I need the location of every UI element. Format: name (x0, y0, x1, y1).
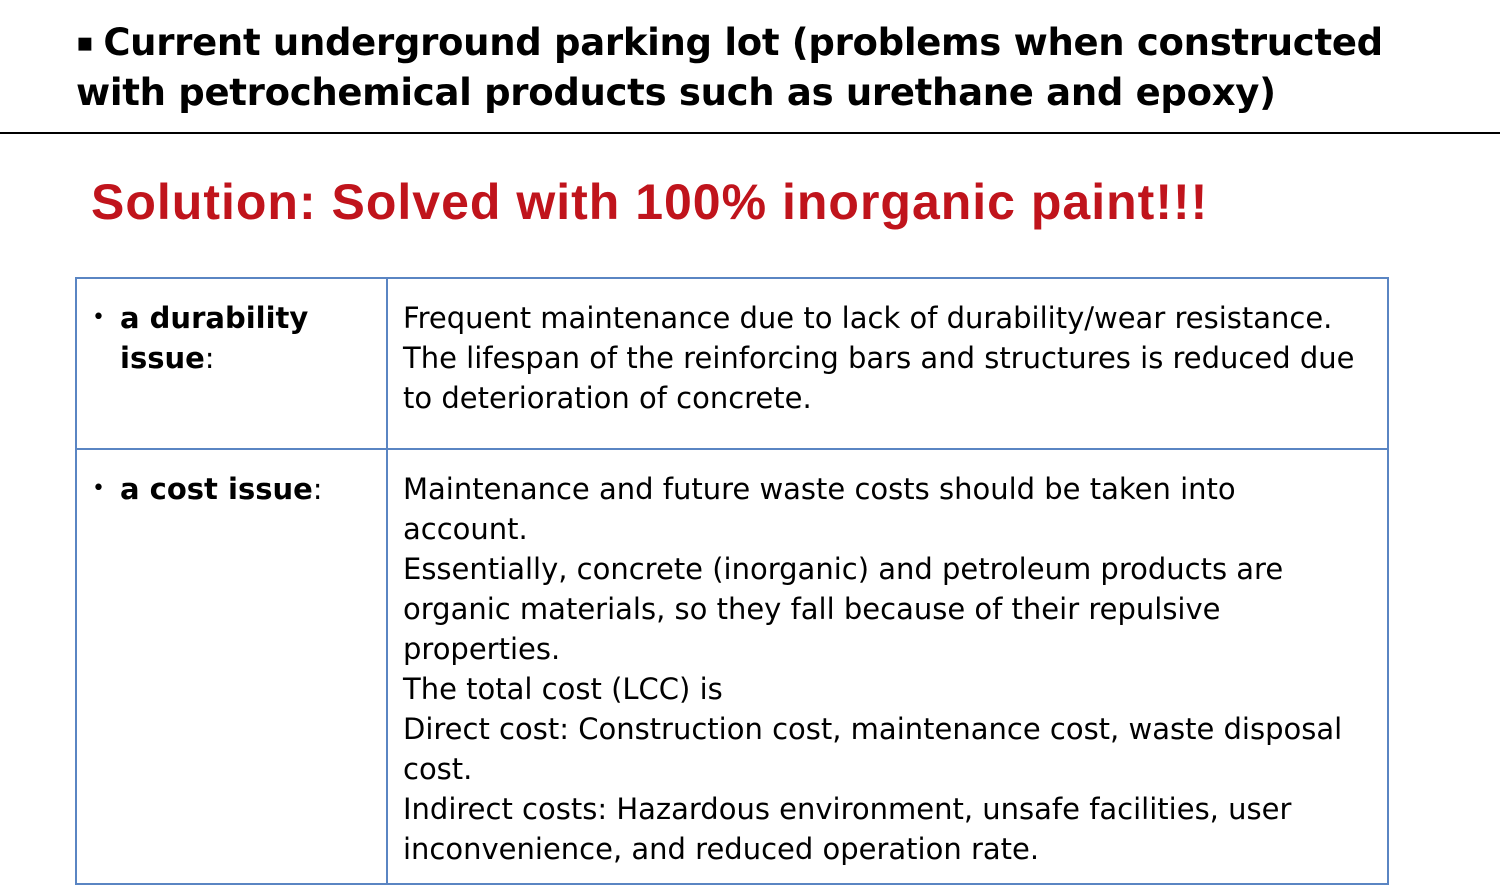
issues-table (75, 277, 1389, 885)
issue-label: a cost issue (120, 472, 313, 506)
detail-line: Direct cost: Construction cost, maintenance cost, waste disposal cost. (403, 712, 1343, 786)
issue-detail-cell (387, 449, 1388, 884)
detail-line: Indirect costs: Hazardous environment, unsafe facilities, user inconvenience, and reduced operation rate. (403, 792, 1292, 866)
bullet-icon: • (92, 476, 105, 501)
issue-label-colon: : (312, 472, 323, 506)
issue-detail-cell (387, 278, 1388, 449)
table-row (76, 278, 1388, 449)
issue-label: a durability issue (120, 301, 309, 375)
bullet-icon: • (92, 305, 105, 330)
detail-line: The lifespan of the reinforcing bars and structures is reduced due to deterioration of concrete. (403, 341, 1355, 415)
slide-title (76, 18, 1476, 117)
detail-line: Frequent maintenance due to lack of durability/wear resistance. (403, 301, 1333, 335)
square-bullet-icon: ▪ (76, 28, 94, 58)
slide-title-line-2: with petrochemical products such as urethane and epoxy) (76, 71, 1276, 114)
detail-line: Maintenance and future waste costs should be taken into account. (403, 472, 1236, 546)
title-divider (0, 132, 1500, 134)
slide-title-line-1: Current underground parking lot (problems when constructed (103, 21, 1383, 64)
solution-headline: Solution: Solved with 100% inorganic paint!!! (91, 174, 1209, 230)
table-row (76, 449, 1388, 884)
issue-label-cell (76, 449, 387, 884)
detail-line: Essentially, concrete (inorganic) and petroleum products are organic materials, so they fall because of their repulsive properties. (403, 552, 1284, 666)
issue-label-cell (76, 278, 387, 449)
detail-line: The total cost (LCC) is (403, 672, 723, 706)
issue-label-colon: : (204, 341, 215, 375)
